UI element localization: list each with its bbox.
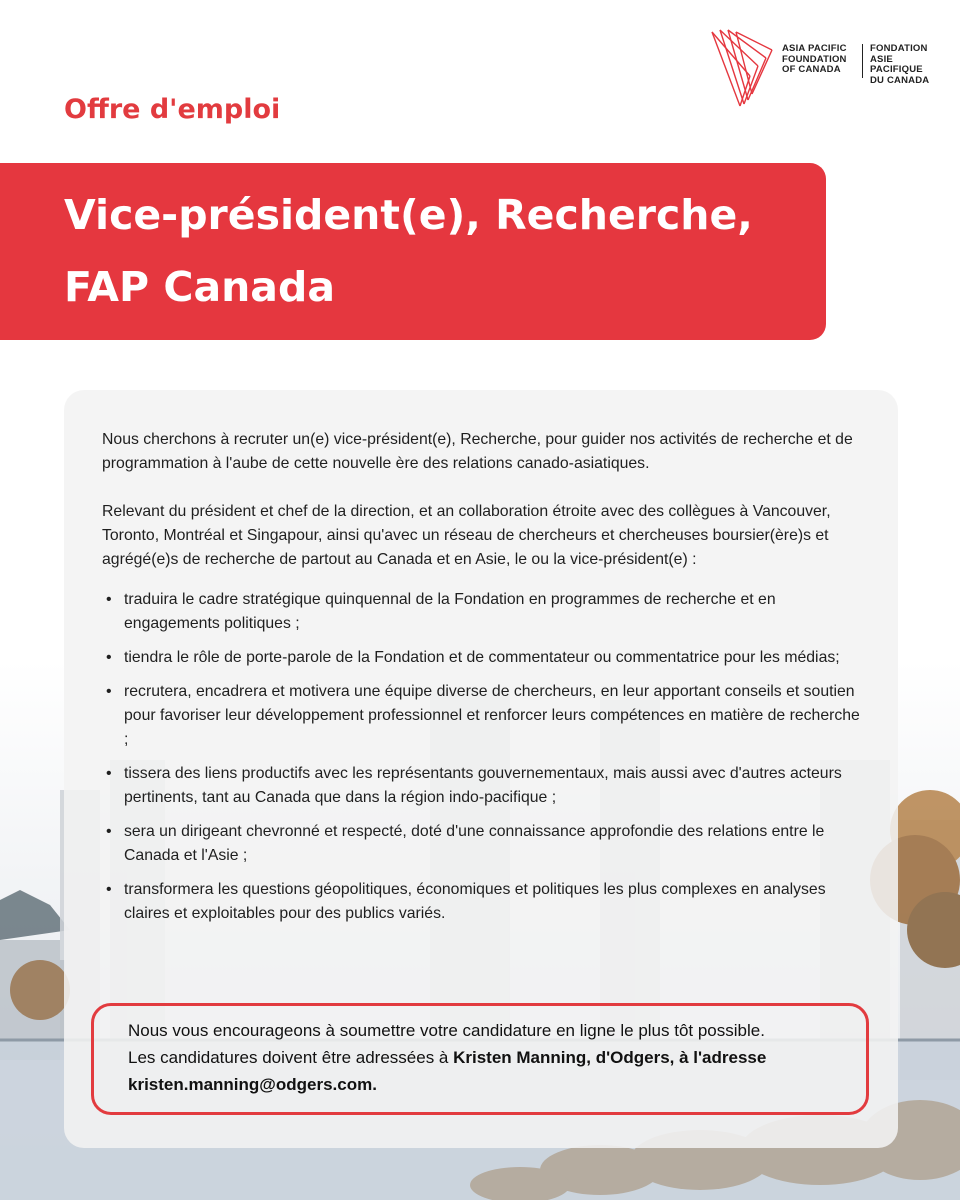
page-title bbox=[64, 179, 824, 323]
application-callout bbox=[91, 1003, 869, 1115]
callout-line-1: Nous vous encourageons à soumettre votre candidature en ligne le plus tôt possible. bbox=[128, 1021, 765, 1040]
foundation-logo bbox=[710, 26, 940, 110]
callout-line-2: Les candidatures doivent être adressées à Kristen Manning, d'Odgers, à l'adresse bbox=[128, 1048, 767, 1067]
list-item: • tissera des liens productifs avec les représentants gouvernementaux, mais aussi avec d'autres acteurs pertinents, tant au Canada que dans la région indo-pacifique ; bbox=[102, 762, 862, 810]
logo-text-french: FONDATION ASIE PACIFIQUE DU CANADA bbox=[870, 43, 930, 86]
intro-paragraph: Nous cherchons à recruter un(e) vice-président(e), Recherche, pour guider nos activités de recherche et de programmation à l'aube de cette nouvelle ère des relations canado-asiatiques. bbox=[102, 431, 853, 472]
responsibilities-list bbox=[102, 588, 862, 926]
logo-text-english: ASIA PACIFIC FOUNDATION OF CANADA bbox=[782, 43, 847, 75]
list-item: • sera un dirigeant chevronné et respecté, doté d'une connaissance approfondie des relations entre le Canada et l'Asie ; bbox=[102, 820, 862, 868]
list-item: • traduira le cadre stratégique quinquennal de la Fondation en programmes de recherche et en engagements politiques ; bbox=[102, 588, 862, 636]
title-banner bbox=[0, 163, 826, 340]
title-line-2: FAP Canada bbox=[64, 263, 335, 311]
job-description-card bbox=[64, 390, 898, 1148]
contact-email-link[interactable]: kristen.manning@odgers.com. bbox=[128, 1075, 377, 1094]
list-item: • recrutera, encadrera et motivera une équipe diverse de chercheurs, en leur apportant conseils et soutien pour favoriser leur développement professionnel et renforcer leurs compétences en matière de recherche ; bbox=[102, 680, 862, 752]
context-paragraph: Relevant du président et chef de la direction, et an collaboration étroite avec des collègues à Vancouver, Toronto, Montréal et Singapour, ainsi qu'avec un réseau de chercheurs et chercheuses boursier(ère)s et agrégé(e)s de recherche de partout au Canada et en Asie, le ou la vice-président(e) : bbox=[102, 503, 831, 568]
eyebrow-label: Offre d'emploi bbox=[64, 94, 281, 125]
title-line-1: Vice-président(e), Recherche, bbox=[64, 191, 753, 239]
list-item: • transformera les questions géopolitiques, économiques et politiques les plus complexes en analyses claires et exploitables pour des publics variés. bbox=[102, 878, 862, 926]
contact-name: Kristen Manning, d'Odgers, à l'adresse bbox=[453, 1048, 767, 1067]
logo-mark-icon bbox=[710, 26, 776, 110]
list-item: • tiendra le rôle de porte-parole de la Fondation et de commentateur ou commentatrice pour les médias; bbox=[102, 646, 862, 670]
logo-divider bbox=[862, 44, 863, 78]
